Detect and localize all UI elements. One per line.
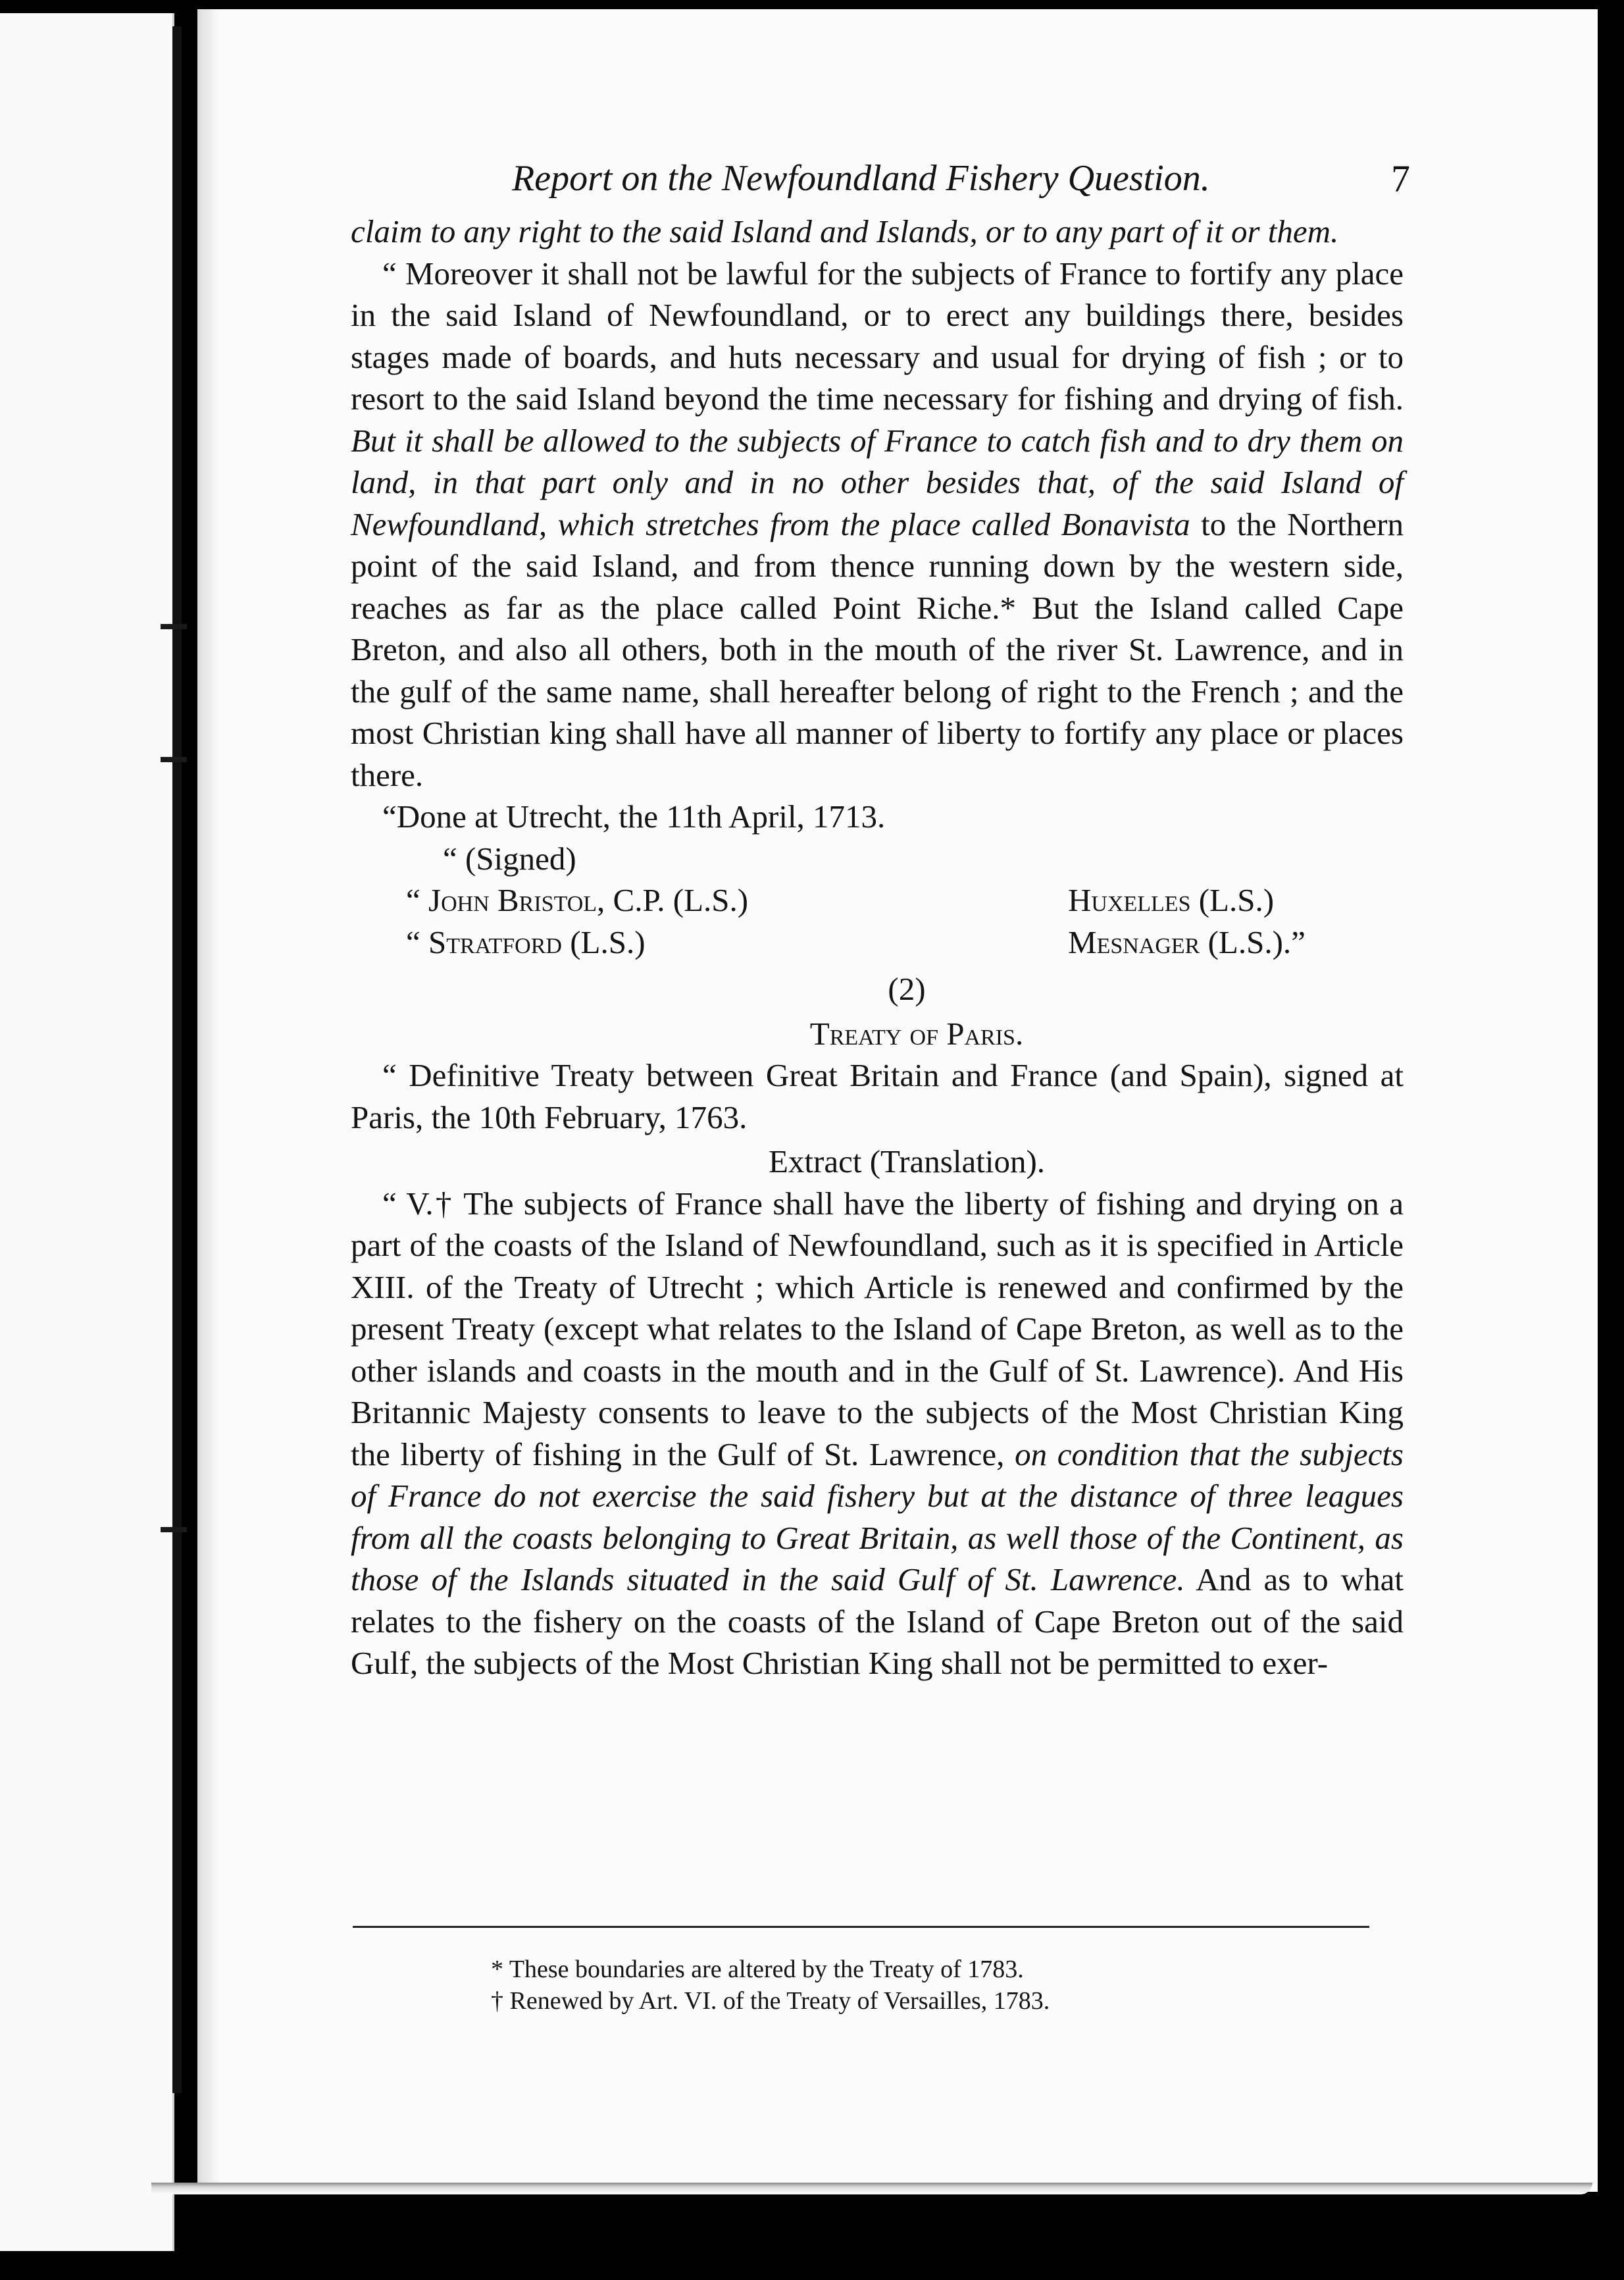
signature-right: Huxelles (L.S.) bbox=[1068, 882, 1275, 918]
footnotes bbox=[491, 1954, 1050, 2017]
binding-stitch bbox=[161, 624, 187, 629]
italic-text: claim to any right to the said Island and Islands, or to any part of it or them. bbox=[351, 213, 1339, 249]
roman-text: “ Moreover it shall not be lawful for the subjects of France to fortify any place in the said Island of Newfoundland, or to erect any buildings there, besides stages made of boards, and huts necessary and usual for drying of fish ; or to resort to the said Island beyond the time necessary for fishing and drying of fish. bbox=[351, 255, 1404, 417]
article-paragraph bbox=[351, 253, 1404, 796]
footnote: * These boundaries are altered by the Treaty of 1783. bbox=[491, 1956, 1024, 1983]
signature-left: “ John Bristol, C.P. (L.S.) bbox=[406, 882, 749, 918]
continued-paragraph bbox=[351, 211, 1404, 253]
signature-row bbox=[351, 921, 1404, 964]
running-title: Report on the Newfoundland Fishery Question. bbox=[512, 158, 1210, 199]
signature-right: Mesnager (L.S.).” bbox=[1068, 923, 1306, 960]
binding-stitch bbox=[161, 1527, 187, 1532]
footnote-divider bbox=[353, 1926, 1369, 1928]
italic-text: on condition that the subjects of France do not exercise the said fishery but at the distance of three leagues from all the coasts belonging to Great Britain, as well those of the Continent, as those of the Islands situated in the said Gulf of St. Lawrence. bbox=[351, 1436, 1404, 1597]
section-number: (2) bbox=[888, 971, 926, 1007]
signature-left: “ Stratford (L.S.) bbox=[406, 923, 646, 960]
facing-page-edge bbox=[0, 13, 174, 2251]
signature-row bbox=[351, 879, 1404, 921]
italic-text: But it shall be allowed to the subjects of France to catch fish and to dry them on land, in that part only and in no other besides that, of the said Island of Newfoundland, which stretches from the place called Bonavista bbox=[351, 422, 1404, 542]
roman-text: to the Northern point of the said Island, and from thence running down by the western side, reaches as far as the place called Point Riche.* But the Island called Cape Breton, and also all others, both in the mouth of the river St. Lawrence, and in the gulf of the same name, shall hereafter belong of right to the French ; and the most Christian king shall have all manner of liberty to fortify any place or places there. bbox=[351, 505, 1404, 793]
article-paragraph bbox=[351, 1183, 1404, 1684]
page-number: 7 bbox=[1391, 157, 1410, 200]
roman-text: And as to what relates to the fishery on the coasts of the Island of Cape Breton out of the said Gulf, the subjects of the Most Christian King shall not be permitted to exer- bbox=[351, 1561, 1404, 1681]
done-at-line: “Done at Utrecht, the 11th April, 1713. bbox=[382, 798, 886, 835]
footnote: † Renewed by Art. VI. of the Treaty of Versailles, 1783. bbox=[491, 1987, 1050, 2015]
treaty-description: “ Definitive Treaty between Great Britain and France (and Spain), signed at Paris, the 10th February, 1763. bbox=[351, 1057, 1404, 1135]
page-text bbox=[351, 157, 1410, 1684]
binding-stitch bbox=[161, 757, 187, 762]
page-bottom-edge bbox=[151, 2183, 1592, 2194]
roman-text: “ V.† The subjects of France shall have the liberty of fishing and drying on a part of the coasts of the Island of Newfoundland, such as it is specified in Article XIII. of the Treaty of Utrecht ; which Article is renewed and confirmed by the present Treaty (except what relates to the Island of Cape Breton, as well as to the other islands and coasts in the mouth and in the Gulf of St. Lawrence). And His Britannic Majesty consents to leave to the subjects of the Most Christian King the liberty of fishing in the Gulf of St. Lawrence, bbox=[351, 1185, 1404, 1472]
page-gutter-shadow bbox=[197, 9, 220, 2192]
section-heading: Treaty of Paris. bbox=[809, 1015, 1024, 1052]
signed-line: “ (Signed) bbox=[443, 840, 576, 877]
extract-heading: Extract (Translation). bbox=[768, 1143, 1046, 1179]
binding-spine bbox=[172, 26, 182, 2093]
running-header bbox=[351, 157, 1410, 211]
